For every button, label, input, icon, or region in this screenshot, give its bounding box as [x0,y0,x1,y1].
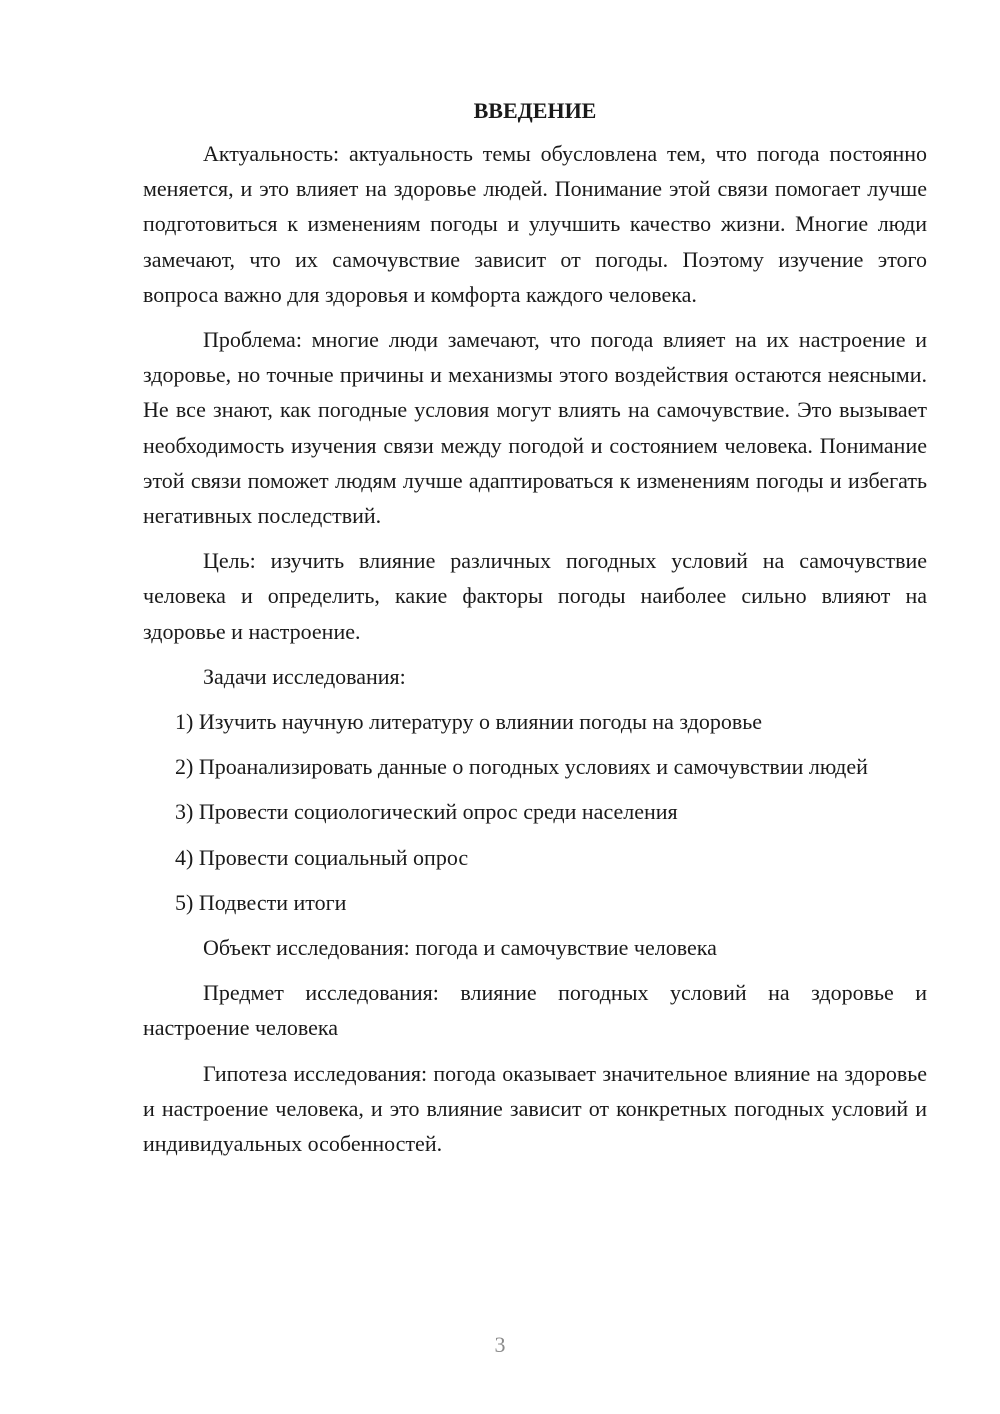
object-paragraph: Объект исследования: погода и самочувствие человека [203,935,717,961]
task-item: 2) Проанализировать данные о погодных условиях и самочувствии людей [175,754,868,780]
goal-paragraph: Цель: изучить влияние различных погодных условий на самочувствие человека и определить, какие факторы погоды наиболее сильно влияют на здоровье и настроение. [143,548,927,644]
task-item: 5) Подвести итоги [175,889,347,915]
task-item: 3) Провести социологический опрос среди населения [175,799,678,825]
task-item: 4) Провести социальный опрос [175,844,469,870]
tasks-heading: Задачи исследования: [203,663,406,689]
problem-paragraph: Проблема: многие люди замечают, что погода влияет на их настроение и здоровье, но точные причины и механизмы этого воздействия остаются неясными. Не все знают, как погодные условия могут влиять на самочувствие. Это вызывает необходимость изучения связи между погодой и состоянием человека. Понимание этой связи поможет людям лучше адаптироваться к изменениям погоды и избегать негативных последствий. [143,327,927,529]
hypothesis-paragraph: Гипотеза исследования: погода оказывает значительное влияние на здоровье и настроение человека, и это влияние зависит от конкретных погодных условий и индивидуальных особенностей. [143,1060,927,1157]
document-page [143,96,927,1171]
task-item: 1) Изучить научную литературу о влиянии погоды на здоровье [175,709,763,735]
relevance-paragraph: Актуальность: актуальность темы обусловлена тем, что погода постоянно меняется, и это влияет на здоровье людей. Понимание этой связи помогает лучше подготовиться к изменениям погоды и улучшить качество жизни. Многие люди замечают, что их самочувствие зависит от погоды. Поэтому изучение этого вопроса важно для здоровья и комфорта каждого человека. [143,141,927,307]
section-title: ВВЕДЕНИЕ [473,98,597,123]
page-number: 3 [494,1332,506,1357]
subject-paragraph: Предмет исследования: влияние погодных условий на здоровье и настроение человека [143,980,927,1041]
